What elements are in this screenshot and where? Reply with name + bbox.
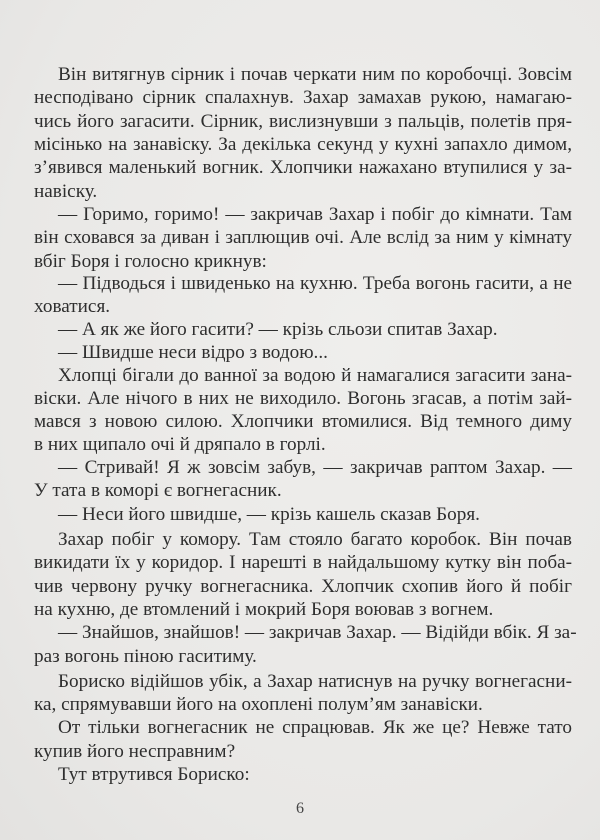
text-line: купив його несправним? bbox=[34, 741, 236, 762]
text-line: місінько на занавіску. За декілька секунд у кухні запахло димом, bbox=[34, 134, 572, 155]
text-line: чив червону ручку вогнегасника. Хлопчик схопив його й побіг bbox=[34, 576, 572, 597]
text-line: — Горимо, горимо! — закричав Захар і побіг до кімнати. Там bbox=[58, 204, 572, 225]
text-line: — Стривай! Я ж зовсім забув, — закричав раптом Захар. — bbox=[58, 457, 572, 478]
text-line: Бориско відійшов убік, а Захар натиснув на ручку вогнегасни- bbox=[58, 671, 572, 692]
text-line: — Неси його швидше, — крізь кашель сказав Боря. bbox=[58, 504, 480, 525]
text-line: віски. Але нічого в них не виходило. Вогонь згасав, а потім зай- bbox=[34, 388, 572, 409]
text-line: ховатися. bbox=[34, 296, 111, 317]
text-line: — Знайшов, знайшов! — закричав Захар. — Відійди вбік. Я за- bbox=[58, 622, 577, 643]
text-line: У тата в коморі є вогнегасник. bbox=[34, 480, 282, 501]
text-line: — А як же його гасити? — крізь сльози спитав Захар. bbox=[58, 319, 498, 340]
text-line: Він витягнув сірник і почав черкати ним по коробочці. Зовсім bbox=[58, 64, 572, 85]
text-line: чись його загасити. Сірник, вислизнувши з пальців, полетів пря- bbox=[34, 111, 572, 132]
text-line: От тільки вогнегасник не спрацював. Як же це? Невже тато bbox=[58, 717, 572, 738]
text-line: Захар побіг у комору. Там стояло багато коробок. Він почав bbox=[58, 529, 572, 550]
text-line: навіску. bbox=[34, 181, 98, 202]
text-line: — Швидше неси відро з водою... bbox=[58, 342, 328, 363]
text-line: несподівано сірник спалахнув. Захар замахав рукою, намагаю- bbox=[34, 87, 572, 108]
text-line: Тут втрутився Бориско: bbox=[58, 764, 250, 785]
text-line: ка, спрямувавши його на охоплені полум’ям занавіски. bbox=[34, 694, 483, 715]
text-line: з’явився маленький вогник. Хлопчики нажахано втупилися у за- bbox=[34, 157, 572, 178]
page-number: 6 bbox=[296, 800, 304, 817]
text-line: він сховався за диван і заплющив очі. Але вслід за ним у кімнату bbox=[34, 227, 572, 248]
text-line: в них щипало очі й дряпало в горлі. bbox=[34, 434, 326, 455]
text-line: мався з новою силою. Хлопчики втомилися. Від темного диму bbox=[34, 411, 572, 432]
text-line: викидати їх у коридор. І нарешті в найдальшому кутку він поба- bbox=[34, 552, 572, 573]
text-line: Хлопці бігали до ванної за водою й намагалися загасити зана- bbox=[58, 365, 572, 386]
text-line: — Підводься і швиденько на кухню. Треба вогонь гасити, а не bbox=[58, 273, 572, 294]
text-line: раз вогонь піною гаситиму. bbox=[34, 646, 257, 667]
text-line: вбіг Боря і голосно крикнув: bbox=[34, 251, 267, 272]
text-line: на кухню, де втомлений і мокрий Боря воював з вогнем. bbox=[34, 599, 494, 620]
